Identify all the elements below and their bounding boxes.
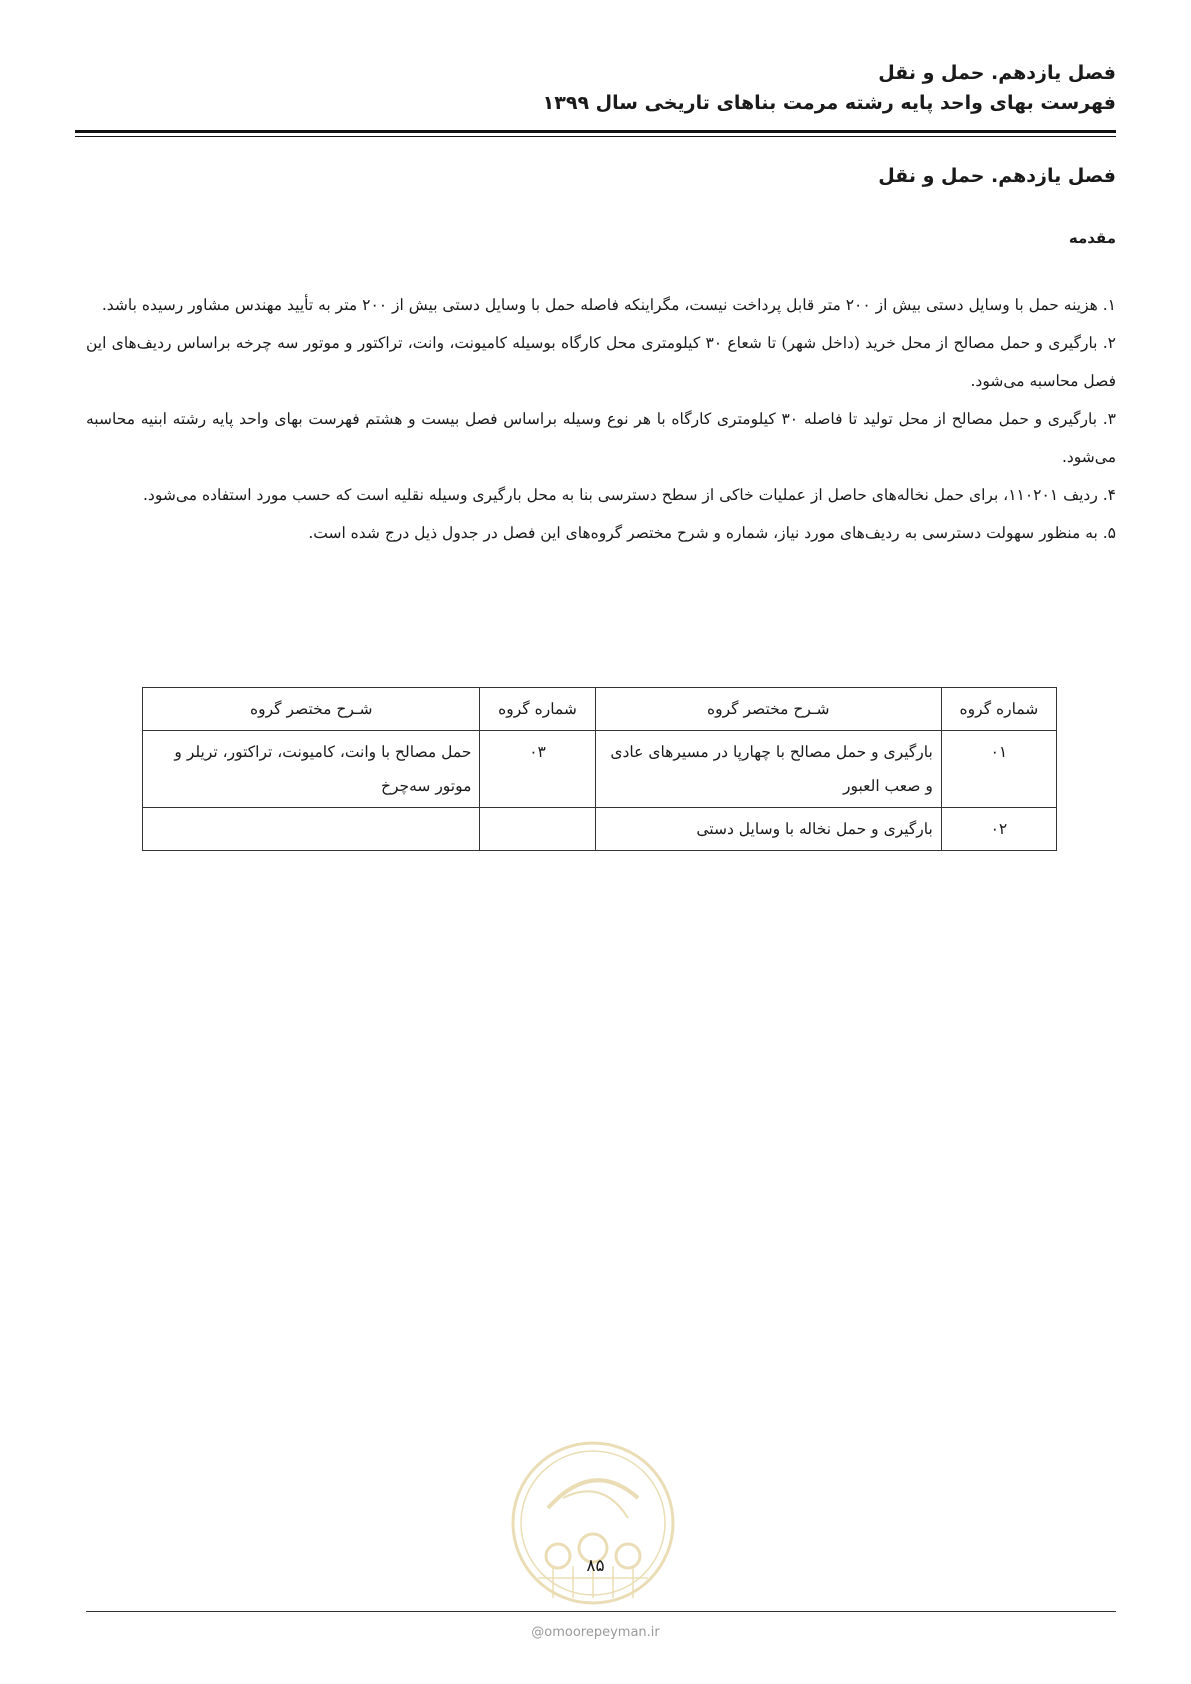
group-description-cell: بارگیری و حمل نخاله با وسایل دستی	[595, 808, 941, 851]
group-number-cell: ۰۳	[480, 731, 595, 808]
running-header	[75, 58, 1116, 118]
group-number-cell	[480, 808, 595, 851]
header-group-number: شماره گروه	[941, 688, 1056, 731]
table-row	[143, 808, 1057, 851]
group-number-cell: ۰۱	[941, 731, 1056, 808]
header-rule-thick	[75, 130, 1116, 133]
header-group-number: شماره گروه	[480, 688, 595, 731]
paragraph-5: ۵. به منظور سهولت دسترسی به ردیف‌های مورد نیاز، شماره و شرح مختصر گروه‌های این فصل در جدول ذیل درج شده است.	[308, 524, 1116, 542]
header-book-title: فهرست بهای واحد پایه رشته مرمت بناهای تاریخی سال ۱۳۹۹	[542, 92, 1116, 114]
intro-paragraphs	[86, 286, 1116, 552]
header-chapter: فصل یازدهم. حمل و نقل	[878, 62, 1116, 84]
header-group-description: شـرح مختصر گروه	[143, 688, 480, 731]
paragraph-4: ۴. ردیف ۱۱۰۲۰۱، برای حمل نخاله‌های حاصل از عملیات خاکی از سطح دسترسی بنا به محل بارگیری وسیله نقلیه است که حسب مورد استفاده می‌شود.	[143, 486, 1116, 504]
group-description-cell	[143, 808, 480, 851]
omoore-peyman-logo-icon	[508, 1438, 678, 1608]
paragraph-2: ۲. بارگیری و حمل مصالح از محل خرید (داخل شهر) تا شعاع ۳۰ کیلومتری محل کارگاه بوسیله کامیونت، وانت، تراکتور و موتور سه چرخه براساس ردیف‌های این فصل محاسبه می‌شود.	[86, 334, 1116, 390]
paragraph-3: ۳. بارگیری و حمل مصالح از محل تولید تا فاصله ۳۰ کیلومتری کارگاه با هر نوع وسیله براساس فصل بیست و هشتم فهرست بهای واحد پایه رشته ابنیه محاسبه می‌شود.	[86, 410, 1116, 466]
group-description-cell: حمل مصالح با وانت، کامیونت، تراکتور، تریلر و موتور سه‌چرخ	[143, 731, 480, 808]
website-watermark: @omoorepeyman.ir	[531, 1625, 660, 1640]
group-number-cell: ۰۲	[941, 808, 1056, 851]
table-row	[143, 731, 1057, 808]
intro-title: مقدمه	[1068, 229, 1116, 247]
header-group-description: شـرح مختصر گروه	[595, 688, 941, 731]
group-description-cell: بارگیری و حمل مصالح با چهارپا در مسیرهای عادی و صعب العبور	[595, 731, 941, 808]
section-title: فصل یازدهم. حمل و نقل	[878, 165, 1116, 187]
table-header-row	[143, 688, 1057, 731]
footer-rule	[86, 1611, 1116, 1612]
header-rule-thin	[75, 136, 1116, 137]
groups-table	[142, 687, 1057, 851]
page-number: ۸۵	[586, 1556, 605, 1576]
paragraph-1: ۱. هزینه حمل با وسایل دستی بیش از ۲۰۰ متر قابل پرداخت نیست، مگراینکه فاصله حمل با وسایل دستی بیش از ۲۰۰ متر به تأیید مهندس مشاور رسیده باشد.	[101, 296, 1116, 314]
